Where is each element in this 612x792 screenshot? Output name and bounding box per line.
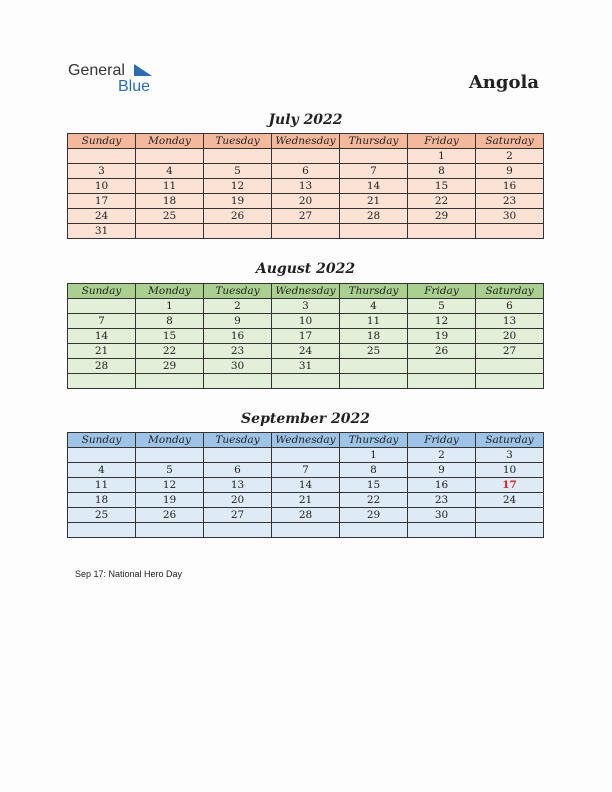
day-cell: 9	[204, 314, 272, 329]
empty-day-cell	[68, 448, 136, 463]
day-cell: 12	[204, 179, 272, 194]
weekday-header-row	[68, 433, 544, 448]
day-cell: 25	[68, 508, 136, 523]
day-cell: 27	[204, 508, 272, 523]
day-cell: 1	[136, 299, 204, 314]
day-cell: 10	[272, 314, 340, 329]
weekday-header: Sunday	[68, 284, 136, 299]
day-cell: 20	[272, 194, 340, 209]
day-cell: 6	[272, 164, 340, 179]
day-cell: 16	[204, 329, 272, 344]
day-cell: 28	[68, 359, 136, 374]
day-cell: 17	[68, 194, 136, 209]
day-cell: 8	[408, 164, 476, 179]
empty-day-cell	[408, 523, 476, 538]
day-cell: 25	[340, 344, 408, 359]
empty-day-cell	[204, 448, 272, 463]
day-cell: 26	[136, 508, 204, 523]
day-cell: 5	[136, 463, 204, 478]
day-cell: 14	[68, 329, 136, 344]
day-cell: 10	[476, 463, 544, 478]
day-cell: 28	[272, 508, 340, 523]
weekday-header: Monday	[136, 134, 204, 149]
empty-day-cell	[204, 149, 272, 164]
day-cell: 21	[340, 194, 408, 209]
weekday-header: Thursday	[340, 134, 408, 149]
weekday-header: Tuesday	[204, 284, 272, 299]
day-cell: 7	[272, 463, 340, 478]
day-cell: 24	[476, 493, 544, 508]
day-cell: 17	[272, 329, 340, 344]
logo-triangle-icon	[134, 64, 154, 78]
day-cell: 18	[136, 194, 204, 209]
day-cell: 11	[340, 314, 408, 329]
empty-day-cell	[476, 224, 544, 239]
week-row	[68, 374, 544, 389]
day-cell: 21	[272, 493, 340, 508]
day-cell: 19	[408, 329, 476, 344]
day-cell: 31	[68, 224, 136, 239]
day-cell: 16	[476, 179, 544, 194]
week-row	[68, 508, 544, 523]
country-title: Angola	[468, 72, 539, 93]
weekday-header: Monday	[136, 433, 204, 448]
day-cell: 23	[408, 493, 476, 508]
empty-day-cell	[408, 224, 476, 239]
weekday-header-row	[68, 134, 544, 149]
day-cell: 19	[204, 194, 272, 209]
logo-blue-text: Blue	[118, 78, 151, 95]
empty-day-cell	[340, 523, 408, 538]
logo	[68, 62, 168, 96]
month-title-august: August 2022	[255, 261, 356, 277]
day-cell: 5	[204, 164, 272, 179]
empty-day-cell	[68, 374, 136, 389]
empty-day-cell	[136, 374, 204, 389]
day-cell: 19	[136, 493, 204, 508]
weekday-header: Tuesday	[204, 433, 272, 448]
week-row	[68, 344, 544, 359]
week-row	[68, 463, 544, 478]
weekday-header: Friday	[408, 134, 476, 149]
empty-day-cell	[272, 523, 340, 538]
holiday-day-cell: 17	[476, 478, 544, 493]
day-cell: 30	[408, 508, 476, 523]
day-cell: 18	[340, 329, 408, 344]
week-row	[68, 299, 544, 314]
empty-day-cell	[340, 224, 408, 239]
day-cell: 29	[340, 508, 408, 523]
day-cell: 24	[68, 209, 136, 224]
week-row	[68, 179, 544, 194]
week-row	[68, 329, 544, 344]
weekday-header: Thursday	[340, 433, 408, 448]
weekday-header: Friday	[408, 284, 476, 299]
empty-day-cell	[136, 448, 204, 463]
empty-day-cell	[272, 224, 340, 239]
day-cell: 16	[408, 478, 476, 493]
week-row	[68, 164, 544, 179]
week-row	[68, 523, 544, 538]
day-cell: 4	[136, 164, 204, 179]
empty-day-cell	[272, 448, 340, 463]
empty-day-cell	[136, 523, 204, 538]
week-row	[68, 224, 544, 239]
weekday-header: Tuesday	[204, 134, 272, 149]
day-cell: 13	[272, 179, 340, 194]
day-cell: 31	[272, 359, 340, 374]
day-cell: 2	[408, 448, 476, 463]
day-cell: 1	[408, 149, 476, 164]
day-cell: 3	[68, 164, 136, 179]
weekday-header: Wednesday	[272, 433, 340, 448]
empty-day-cell	[340, 359, 408, 374]
empty-day-cell	[204, 523, 272, 538]
empty-day-cell	[68, 523, 136, 538]
day-cell: 13	[204, 478, 272, 493]
day-cell: 7	[68, 314, 136, 329]
weekday-header: Wednesday	[272, 284, 340, 299]
empty-day-cell	[136, 224, 204, 239]
weekday-header: Thursday	[340, 284, 408, 299]
empty-day-cell	[476, 508, 544, 523]
day-cell: 22	[408, 194, 476, 209]
empty-day-cell	[408, 359, 476, 374]
week-row	[68, 448, 544, 463]
weekday-header: Friday	[408, 433, 476, 448]
day-cell: 6	[476, 299, 544, 314]
day-cell: 24	[272, 344, 340, 359]
day-cell: 23	[476, 194, 544, 209]
empty-day-cell	[476, 374, 544, 389]
logo-general-text: General	[68, 62, 125, 79]
weekday-header: Wednesday	[272, 134, 340, 149]
calendar-september	[67, 432, 544, 538]
day-cell: 6	[204, 463, 272, 478]
day-cell: 30	[204, 359, 272, 374]
day-cell: 9	[476, 164, 544, 179]
day-cell: 4	[340, 299, 408, 314]
empty-day-cell	[272, 374, 340, 389]
day-cell: 2	[476, 149, 544, 164]
empty-day-cell	[68, 299, 136, 314]
day-cell: 26	[408, 344, 476, 359]
day-cell: 29	[136, 359, 204, 374]
empty-day-cell	[204, 224, 272, 239]
calendar-july	[67, 133, 544, 239]
day-cell: 27	[272, 209, 340, 224]
day-cell: 3	[476, 448, 544, 463]
empty-day-cell	[476, 523, 544, 538]
day-cell: 29	[408, 209, 476, 224]
day-cell: 20	[204, 493, 272, 508]
day-cell: 8	[340, 463, 408, 478]
month-title-july: July 2022	[268, 112, 343, 128]
day-cell: 26	[204, 209, 272, 224]
holiday-note: Sep 17: National Hero Day	[75, 569, 183, 579]
day-cell: 11	[68, 478, 136, 493]
weekday-header-row	[68, 284, 544, 299]
day-cell: 4	[68, 463, 136, 478]
weekday-header: Sunday	[68, 134, 136, 149]
weekday-header: Saturday	[476, 284, 544, 299]
day-cell: 2	[204, 299, 272, 314]
day-cell: 14	[272, 478, 340, 493]
day-cell: 25	[136, 209, 204, 224]
week-row	[68, 493, 544, 508]
day-cell: 11	[136, 179, 204, 194]
week-row	[68, 149, 544, 164]
weekday-header: Monday	[136, 284, 204, 299]
day-cell: 12	[408, 314, 476, 329]
weekday-header: Saturday	[476, 134, 544, 149]
day-cell: 21	[68, 344, 136, 359]
day-cell: 30	[476, 209, 544, 224]
week-row	[68, 209, 544, 224]
day-cell: 15	[408, 179, 476, 194]
day-cell: 1	[340, 448, 408, 463]
week-row	[68, 194, 544, 209]
empty-day-cell	[408, 374, 476, 389]
day-cell: 9	[408, 463, 476, 478]
day-cell: 5	[408, 299, 476, 314]
day-cell: 14	[340, 179, 408, 194]
day-cell: 22	[340, 493, 408, 508]
empty-day-cell	[68, 149, 136, 164]
day-cell: 15	[136, 329, 204, 344]
calendar-august	[67, 283, 544, 389]
week-row	[68, 478, 544, 493]
day-cell: 22	[136, 344, 204, 359]
empty-day-cell	[136, 149, 204, 164]
day-cell: 8	[136, 314, 204, 329]
day-cell: 15	[340, 478, 408, 493]
day-cell: 13	[476, 314, 544, 329]
empty-day-cell	[204, 374, 272, 389]
weekday-header: Sunday	[68, 433, 136, 448]
day-cell: 23	[204, 344, 272, 359]
day-cell: 18	[68, 493, 136, 508]
week-row	[68, 359, 544, 374]
day-cell: 7	[340, 164, 408, 179]
week-row	[68, 314, 544, 329]
empty-day-cell	[272, 149, 340, 164]
empty-day-cell	[340, 374, 408, 389]
weekday-header: Saturday	[476, 433, 544, 448]
empty-day-cell	[476, 359, 544, 374]
day-cell: 3	[272, 299, 340, 314]
day-cell: 28	[340, 209, 408, 224]
day-cell: 27	[476, 344, 544, 359]
empty-day-cell	[340, 149, 408, 164]
day-cell: 10	[68, 179, 136, 194]
day-cell: 20	[476, 329, 544, 344]
month-title-september: September 2022	[241, 411, 370, 427]
day-cell: 12	[136, 478, 204, 493]
